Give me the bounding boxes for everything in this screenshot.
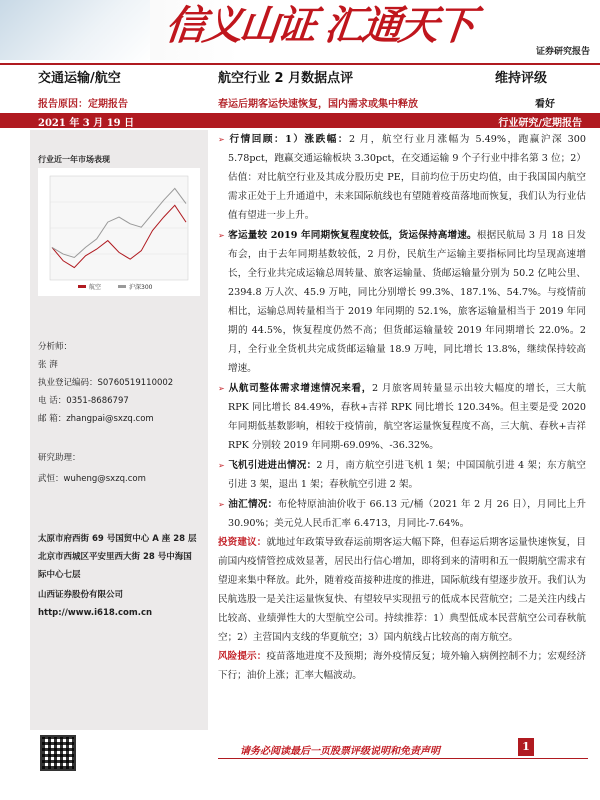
bullet-traffic [218,226,586,378]
analyst-phone: 电 话：0351-8686797 [38,396,129,406]
company-slogan: 信义山证 汇通天下 [163,3,475,49]
rating-value: 看好 [535,99,555,110]
legend-swatch-0 [78,285,86,288]
bullet-oil-fx [218,495,586,533]
rating-label: 维持评级 [495,71,548,86]
market-chart-svg [38,168,200,296]
header-banner [0,0,600,60]
analyst-name: 张 湃 [38,360,58,370]
report-title: 航空行业 2 月数据点评 [218,71,354,86]
company-website[interactable]: http://www.i618.com.cn [38,608,153,618]
header-rule [0,63,600,65]
address-taiyuan: 太原市府西街 69 号国贸中心 A 座 28 层 [38,534,197,544]
legend-swatch-1 [118,285,126,288]
risk-warning [218,647,586,685]
bullet-demand [218,379,586,455]
chart-title: 行业近一年市场表现 [38,155,110,164]
address-beijing-2: 际中心七层 [38,570,81,580]
banner-image [0,0,150,60]
analyst-email[interactable]: 邮 箱：zhangpai@sxzq.com [38,414,154,424]
report-date: 2021 年 3 月 19 日 [38,118,135,129]
bullet-lead: 客运量较 2019 年同期恢复程度较低，货运保持高增速。 [228,230,477,241]
advice-text: 就地过年政策导致春运前期客运大幅下降，但春运后期客运量快速恢复，目前国内疫情管控成效显著，居民出行信心增加，即将到来的清明和五一假期航空需求有望迎来集中释放。此外，随着疫苗接种进度的推进，国际航线有望逐步放开。我们认为民航选股一是关注运量恢复快、有望较早实现扭亏的低成本民营航空；二是关注内线占比较高、业绩弹性大的大型航空公司。持续推荐：1）典型低成本民营航空公司春秋航空；2）主营国内支线的华夏航空；3）国内航线占比较高的南方航空。 [218,537,587,643]
brand-label: 证券研究报告 [535,47,590,57]
bullet-lead: 行情回顾：1）涨跌幅： [228,134,349,145]
bullet-text: 布伦特原油油价收于 66.13 元/桶（2021 年 2 月 26 日），月同比上升 30.90%；美元兑人民币汇率 6.4713，月同比-7.64%。 [228,499,586,529]
assistant-contact[interactable]: 武恒：wuheng@sxzq.com [38,474,146,484]
report-subtitle: 春运后期客运快速恢复，国内需求或集中释放 [218,99,418,110]
risk-text: 疫苗落地进度不及预期；海外疫情反复；境外输入病例控制不力；宏观经济下行；油价上涨；汇率大幅波动。 [218,651,587,681]
address-beijing-1: 北京市西城区平安里西大街 28 号中海国 [38,552,192,562]
bullet-lead: 从航司整体需求增速情况来看， [228,383,373,394]
bullet-fleet [218,456,586,494]
report-type: 行业研究/定期报告 [498,118,582,129]
bullet-market-review [218,130,586,225]
assistant-label: 研究助理： [38,453,81,463]
bullet-text: 根据民航局 3 月 18 日发布会，由于去年同期基数较低，2 月份，民航生产运输主要指标同比均呈现高速增长，全行业共完成运输总周转量、旅客运输量、货邮运输量分别为 50.2 亿吨公里、2394.8 万人次、45.9 万吨，同比分别增长 99.3%、187.1%、54.7%。与疫情前相比，运输总周转量相当于 2019 年同期的 52.1%，旅客运输量相当于 2019 年同期的 44.5%，恢复程度仍然不高；但货邮运输量较 2019 年同期增长 22.0%。2 月，全行业全货机共完成货邮运输量 18.9 万吨，同比增长 13.8%，继续保持较高增速。 [228,230,586,374]
bullet-text: 2 月，航空行业月涨幅为 5.49%，跑赢沪深 300 5.78pct，跑赢交通运输板块 3.30pct，在交通运输 9 个子行业中排名第 3 位；2）估值：对比航空行业及其成分股历史 PE，目前均位于历史均值，由于我国国内航空需求正处于上升通道中，未来国际航线也有望随着疫苗落地而恢复，我们认为行业估值有望进一步上升。 [228,134,586,221]
legend-label-1: 沪深300 [129,284,153,291]
bullet-text: 2 月，南方航空引进飞机 1 架；中国国航引进 4 架；东方航空引进 3 架，退出 1 架；春秋航空引进 2 架。 [228,460,587,490]
cert-number: 执业登记编码：S0760519110002 [38,378,174,388]
company-name: 山西证券股份有限公司 [38,590,124,600]
legend-label-0: 航空 [89,284,102,291]
qr-code-icon [40,735,76,771]
bullet-lead: 飞机引进进出情况： [228,460,317,471]
bullet-lead: 油汇情况： [228,499,278,510]
risk-lead: 风险提示： [218,651,267,662]
page-number: 1 [518,738,534,756]
analyst-label: 分析师： [38,342,73,352]
bullet-text: 2 月旅客周转量显示出较大幅度的增长，三大航 RPK 同比增长 84.49%，春秋+吉祥 RPK 同比增长 120.34%。但主要是受 2020 年同期低基数影响，相较于疫情前，航空客运量恢复程度不高，三大航、春秋+吉祥 RPK 分别较 2019 年同期-69.09%、-36.32%。 [228,383,587,451]
market-chart [38,168,200,296]
sector-label: 交通运输/航空 [38,71,121,86]
investment-advice [218,533,586,647]
report-reason: 报告原因：定期报告 [38,99,128,110]
report-body [218,129,586,685]
advice-lead: 投资建议： [218,537,267,548]
footer-rule [218,758,588,759]
disclaimer-note: 请务必阅读最后一页股票评级说明和免责声明 [240,746,440,757]
